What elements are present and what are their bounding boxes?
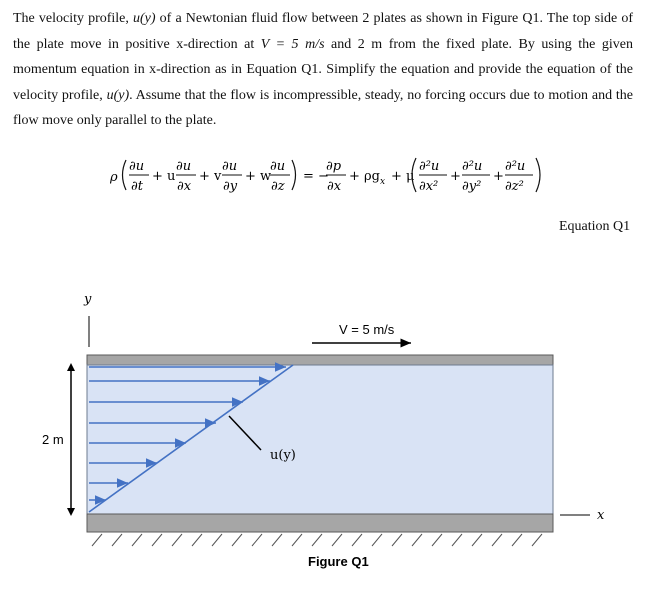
dimension-arrow-bottom [67,508,75,516]
velocity-value: V = 5 m/s [260,36,325,52]
eq-term: + u [152,169,176,184]
eq-left-paren [123,160,127,190]
eq-plus: + [493,169,504,184]
figure-q1 [0,285,663,591]
eq-den: ∂x [177,179,192,194]
velocity-label: V = 5 m/s [339,322,395,337]
velocity-symbol: u(y) [133,11,156,26]
text-segment: . Assume that the flow is incompressible, steady, no forcing occurs due to motion and the flow move only parallel to the plate. [13,87,633,128]
profile-label: u(y) [270,448,296,463]
eq-den: ∂x² [419,179,439,194]
eq-num: ∂²u [462,159,483,174]
eq-den: ∂t [131,179,143,194]
eq-term: + w [245,169,272,184]
x-axis-label: x [597,508,605,523]
eq-den: ∂z² [505,179,524,194]
eq-den: ∂y [223,179,238,194]
eq-subscript: x [380,177,386,187]
eq-den: ∂y² [462,179,482,194]
eq-term: + μ [391,169,415,184]
eq-term: + v [199,169,222,184]
eq-den: ∂z [271,179,285,194]
eq-den: ∂x [327,179,342,194]
eq-rho: ρ [110,170,118,185]
eq-num: ∂u [270,159,286,174]
eq-num: ∂²u [419,159,440,174]
eq-num: ∂u [222,159,238,174]
eq-plus: + [450,169,461,184]
eq-num: ∂u [176,159,192,174]
text-segment: The velocity profile, [13,11,134,26]
height-label: 2 m [42,432,64,447]
figure-caption: Figure Q1 [308,554,369,569]
fluid-region [87,365,553,514]
eq-num: ∂²u [505,159,526,174]
eq-equals: = − [303,169,329,184]
eq-term: + ρg [349,169,380,184]
eq-num: ∂p [326,159,342,174]
dimension-arrow-top [67,363,75,371]
ground-hatching [92,534,542,546]
eq-num: ∂u [129,159,145,174]
velocity-symbol: u(y) [106,87,130,103]
text-segment: and 2 m from the fixed plate. By using the given momentum equation in x-direction as in Equation Q1. Simplify the equation and provide the equation of the velocity profile, [13,36,633,103]
y-axis-label: y [84,292,92,307]
momentum-equation [110,150,550,200]
eq-right-paren [292,160,296,190]
problem-statement [13,6,633,134]
equation-label: Equation Q1 [559,219,631,234]
moving-top-plate [87,355,553,365]
fixed-bottom-plate [87,514,553,532]
eq-right-paren [536,158,540,192]
text-segment: of a Newtonian fluid flow between 2 plates as shown in Figure Q1. The top side of the plate move in positive x-direction at [13,11,634,52]
